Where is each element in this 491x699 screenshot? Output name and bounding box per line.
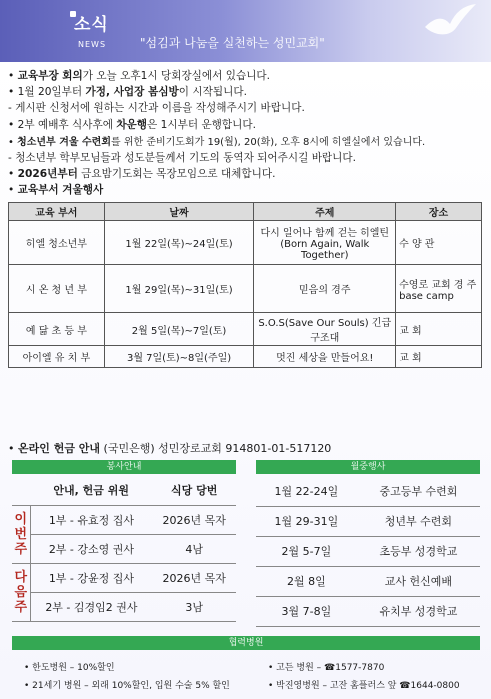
table-row [256, 596, 480, 626]
table-row [12, 592, 236, 621]
news-item: - 청소년부 학부모님들과 성도분들께서 기도의 동역자 되어주시길 바랍니다. [8, 152, 356, 164]
monthly-events-bar: 월중행사 [256, 460, 480, 474]
date-cell: 3월 7-8일 [256, 596, 357, 626]
date-cell: 1월 29일(목)~31일(토) [104, 265, 254, 313]
table-row [9, 265, 482, 313]
date-cell: 1월 29-31일 [256, 506, 357, 536]
member-cell: 1부 - 유효정 집사 [30, 505, 152, 534]
member-cell: 1부 - 강윤정 집사 [30, 563, 152, 592]
event-cell: 중고등부 수련회 [357, 476, 480, 506]
place-cell: 교 회 [396, 346, 482, 368]
news-item: • 2026년부터 금요밤기도회는 목장모임으로 대체합니다. [8, 168, 276, 180]
table-row [256, 506, 480, 536]
date-cell: 1월 22-24일 [256, 476, 357, 506]
member-cell: 2부 - 강소영 권사 [30, 534, 152, 563]
dept-cell: 예 닮 초 등 부 [9, 313, 105, 346]
news-item: • 1월 20일부터 가정, 사업장 봄심방이 시작됩니다. [8, 86, 247, 98]
page-body [0, 62, 491, 699]
news-item: - 게시판 신청서에 원하는 시간과 이름을 작성해주시기 바랍니다. [8, 102, 305, 114]
event-cell: 초등부 성경학교 [357, 536, 480, 566]
news-item: • 2부 예배후 식사후에 차운행은 1시부터 운행합니다. [8, 119, 256, 131]
hospital-item: • 21세기 병원 – 외래 10%할인, 입원 수술 5% 할인 [24, 681, 230, 691]
date-cell: 1월 22일(목)~24일(토) [104, 221, 254, 265]
date-cell: 2월 5-7일 [256, 536, 357, 566]
table-row [12, 563, 236, 592]
column-header: 식당 당번 [152, 476, 236, 505]
header-banner [0, 0, 491, 62]
table-row [9, 221, 482, 265]
member-cell: 2부 - 김경임2 권사 [30, 592, 152, 621]
duty-cell: 2026년 목자 [152, 563, 236, 592]
duty-cell: 2026년 목자 [152, 505, 236, 534]
education-events-table [8, 202, 482, 368]
column-header: 주제 [254, 203, 396, 221]
place-cell: 교 회 [396, 313, 482, 346]
dept-cell: 시 온 청 년 부 [9, 265, 105, 313]
duty-cell: 4남 [152, 534, 236, 563]
column-header: 날짜 [104, 203, 254, 221]
table-row [256, 536, 480, 566]
event-cell: 청년부 수련회 [357, 506, 480, 536]
next-week-label: 다음주 [12, 563, 30, 621]
dept-cell: 아이엘 유 치 부 [9, 346, 105, 368]
table-row [256, 566, 480, 596]
column-header: 안내, 헌금 위원 [30, 476, 152, 505]
date-cell: 3월 7일(토)~8일(주일) [104, 346, 254, 368]
place-cell: 수영로 교회 경 주 base camp [396, 265, 482, 313]
hospital-item: • 고든 병원 – ☎1577-7870 [268, 663, 385, 673]
event-cell: 유치부 성경학교 [357, 596, 480, 626]
header-subtitle: NEWS [78, 40, 107, 49]
news-item: • 교육부장 회의가 오늘 오후1시 당회장실에서 있습니다. [8, 70, 271, 82]
column-header: 교육 부서 [9, 203, 105, 221]
header-title: 소식 [74, 15, 109, 35]
date-cell: 2월 5일(목)~7일(토) [104, 313, 254, 346]
table-row [9, 346, 482, 368]
theme-cell: 멋진 세상을 만들어요! [254, 346, 396, 368]
theme-cell: 믿음의 경주 [254, 265, 396, 313]
monthly-events-table [256, 476, 480, 627]
news-item: • 교육부서 겨울행사 [8, 184, 104, 196]
table-row [9, 313, 482, 346]
news-item: • 청소년부 겨울 수련회를 위한 준비기도회가 19(월), 20(화), 오후 8시에 히엘실에서 있습니다. [8, 137, 426, 148]
dept-cell: 히엘 청소년부 [9, 221, 105, 265]
header-slogan: "섬김과 나눔을 실천하는 성민교회" [140, 36, 325, 50]
theme-cell: S.O.S(Save Our Souls) 긴급구조대 [254, 313, 396, 346]
table-row [12, 505, 236, 534]
table-row [12, 534, 236, 563]
hospitals-bar: 협력병원 [12, 636, 480, 650]
duty-cell: 3남 [152, 592, 236, 621]
hospital-item: • 박진영병원 – 고잔 홈플러스 앞 ☎1644-0800 [268, 681, 460, 691]
hospital-item: • 한도병원 – 10%할인 [24, 663, 115, 673]
online-offering-info: • 온라인 헌금 안내 (국민은행) 성민장로교회 914801-01-517120 [8, 442, 332, 455]
column-header: 장소 [396, 203, 482, 221]
date-cell: 2월 8일 [256, 566, 357, 596]
dove-icon [420, 2, 480, 42]
event-cell: 교사 헌신예배 [357, 566, 480, 596]
theme-cell: 다시 일어나 함께 걷는 히엘틴(Born Again, Walk Together) [254, 221, 396, 265]
service-guide-bar: 봉사안내 [12, 460, 236, 474]
service-guide-table [12, 476, 236, 622]
table-row [256, 476, 480, 506]
place-cell: 수 양 관 [396, 221, 482, 265]
this-week-label: 이번주 [12, 505, 30, 563]
